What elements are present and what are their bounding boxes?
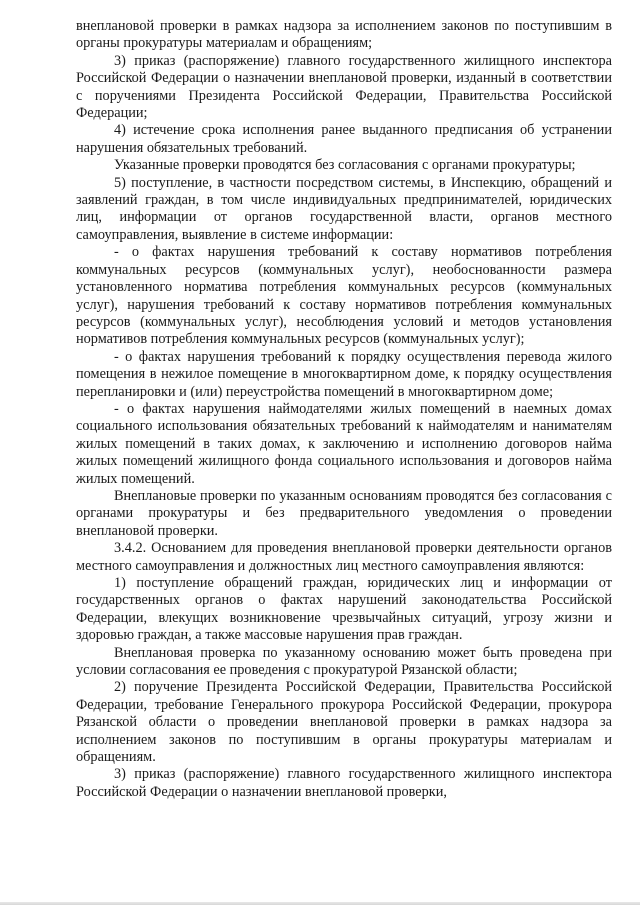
paragraph-item-3-repeat: 3) приказ (распоряжение) главного государственного жилищного инспектора Российской Федерации о назначении внеплановой проверки, — [76, 766, 612, 800]
paragraph-section-3-4-2: 3.4.2. Основанием для проведения внеплановой проверки деятельности органов местного самоуправления и должностных лиц местного самоуправления являются: — [76, 540, 612, 574]
paragraph-item-1: 1) поступление обращений граждан, юридических лиц и информации от государственных органов о фактах нарушений законодательства Российской Федерации, влекущих возникновение чрезвычайных ситуаций, угрозу жизни и здоровью граждан, а также массовые нарушения прав граждан. — [76, 575, 612, 644]
paragraph-item-2: 2) поручение Президента Российской Федерации, Правительства Российской Федерации, требование Генерального прокурора Российской Федерации, прокурора Рязанской области о проведении внеплановой проверки в рамках надзора за исполнением законов по поступившим в органы прокуратуры материалам и обращениям. — [76, 679, 612, 766]
paragraph-note-unscheduled: Внеплановые проверки по указанным основаниям проводятся без согласования с органами прокуратуры и без предварительного уведомления о проведении внеплановой проверки. — [76, 487, 612, 539]
paragraph-item-4: 4) истечение срока исполнения ранее выданного предписания об устранении нарушения обязательных требований. — [76, 122, 612, 156]
paragraph-bullet-landlords: - о фактах нарушения наймодателями жилых помещений в наемных домах социального использования обязательных требований к наймодателям и нанимателям жилых помещений в таких домах, к заключению и исполнению договоров найма жилых помещений жилищного фонда социального использования и договоров найма жилых помещений. — [76, 400, 612, 487]
paragraph-note: Указанные проверки проводятся без согласования с органами прокуратуры; — [114, 157, 576, 174]
paragraph-bullet-conversion: - о фактах нарушения требований к порядку осуществления перевода жилого помещения в нежилое помещение в многоквартирном доме, к порядку осуществления перепланировки и (или) переустройства помещений в многоквартирном доме; — [76, 348, 612, 400]
paragraph-bullet-utilities: - о фактах нарушения требований к составу нормативов потребления коммунальных ресурсов (коммунальных услуг), необоснованности размера установленного норматива потребления коммунальных ресурсов (коммунальных услуг), нарушения требований к составу нормативов потребления коммунальных ресурсов (коммунальных услуг), несоблюдения условий и методов установления нормативов потребления коммунальных ресурсов (коммунальных услуг); — [76, 244, 612, 348]
paragraph-item-5: 5) поступление, в частности посредством системы, в Инспекцию, обращений и заявлений граждан, в том числе индивидуальных предпринимателей, юридических лиц, информации от органов государственной власти, органов местного самоуправления, выявление в системе информации: — [76, 174, 612, 243]
paragraph-note-prosecutor: Внеплановая проверка по указанному основанию может быть проведена при условии согласования ее проведения с прокуратурой Рязанской области; — [76, 644, 612, 679]
paragraph-continuation: внеплановой проверки в рамках надзора за исполнением законов по поступившим в органы прокуратуры материалам и обращениям; — [76, 18, 612, 52]
paragraph-item-3: 3) приказ (распоряжение) главного государственного жилищного инспектора Российской Федерации о назначении внеплановой проверки, изданный в соответствии с поручениями Президента Российской Федерации, Правительства Российской Федерации; — [76, 52, 612, 122]
